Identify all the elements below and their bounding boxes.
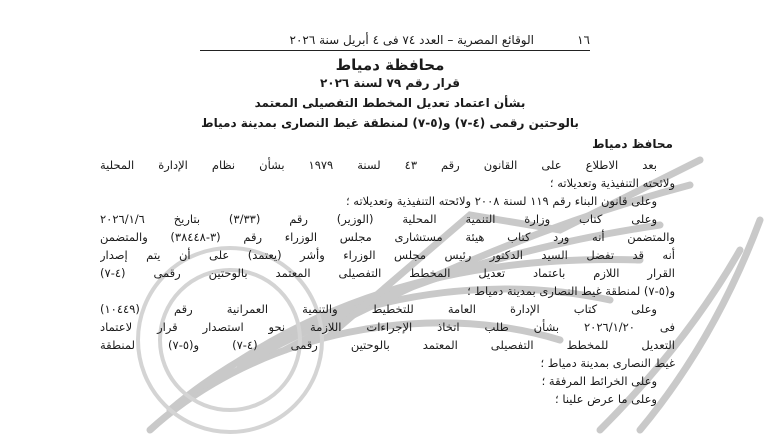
decree-subject-line-2: بالوحتين رقمى (٤-٧) و(٥-٧) لمنطقة غيط النصارى بمدينة دمياط (201, 116, 579, 130)
body-line: بعد الاطلاع على القانون رقم ٤٣ لسنة ١٩٧٩ بشأن نظام الإدارة المحلية (100, 158, 657, 172)
body-line: ولائحته التنفيذية وتعديلاته ؛ (549, 176, 675, 190)
header-divider (200, 50, 590, 51)
page-number: ١٦ (577, 33, 590, 47)
body-line: وعلى كتاب وزارة التنمية المحلية (الوزير) رقم (٣/٣٣) بتاريخ ٢٠٢٦/١/٦ (100, 212, 658, 226)
body-line: وعلى الخرائط المرفقة ؛ (541, 374, 657, 388)
governorate-title: محافظة دمياط (335, 56, 445, 74)
body-line: فى ٢٠٢٦/١/٢٠ بشأن طلب اتخاذ الإجراءات اللازمة نحو استصدار قرار لاعتماد (100, 320, 675, 334)
running-header (200, 32, 590, 48)
decree-subject-line-1: بشأن اعتماد تعديل المخطط التفصيلى المعتمد (254, 96, 526, 110)
decree-number: قرار رقم ٧٩ لسنة ٢٠٢٦ (319, 76, 461, 90)
body-line: وعلى قانون البناء رقم ١١٩ لسنة ٢٠٠٨ ولائحته التنفيذية وتعديلاته ؛ (346, 194, 657, 208)
body-line: القرار اللازم باعتماد تعديل المخطط التفصيلى المعتمد بالوحتين رقمى (٤-٧) (100, 266, 675, 280)
body-line: التعديل للمخطط التفصيلى المعتمد بالوحتين رقمى (٤-٧) و(٥-٧) لمنطقة (100, 338, 675, 352)
body-line: غيط النصارى بمدينة دمياط ؛ (540, 356, 675, 370)
header-title: الوقائع المصرية – العدد ٧٤ فى ٤ أبريل سنة ٢٠٢٦ (289, 33, 534, 47)
body-line: وعلى ما عرض علينا ؛ (555, 392, 657, 406)
body-line: وعلى كتاب الإدارة العامة للتخطيط والتنمية العمرانية رقم (١٠٤٤٩) (100, 302, 657, 316)
body-line: والمتضمن أنه ورد كتاب هيئة مستشارى مجلس الوزراء رقم (٣-٣٨٤٤٨) والمتضمن (100, 230, 675, 244)
body-line: و(٥-٧) لمنطقة غيط النصارى بمدينة دمياط ؛ (467, 284, 675, 298)
issuer-label: محافظ دمياط (592, 137, 673, 151)
body-line: أنه قد تفضل السيد الدكتور رئيس مجلس الوزراء وأشر (يعتمد) على أن يتم إصدار (100, 248, 675, 262)
